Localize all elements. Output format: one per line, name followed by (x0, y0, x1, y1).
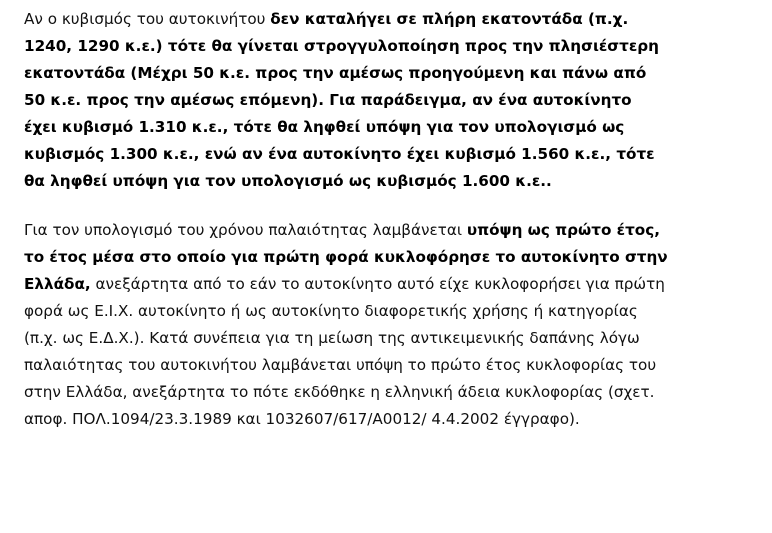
bold-text-run: Ελλάδα, (24, 275, 91, 293)
bold-text-run: 50 κ.ε. προς την αμέσως επόμενη). Για παράδειγμα, αν ένα αυτοκίνητο (24, 91, 632, 109)
text-line (24, 33, 760, 60)
text-line (24, 217, 760, 244)
text-line (24, 271, 760, 298)
bold-text-run: θα ληφθεί υπόψη για τον υπολογισμό ως κυβισμός 1.600 κ.ε.. (24, 172, 552, 190)
text-run: (π.χ. ως Ε.Δ.Χ.). Κατά συνέπεια για τη μείωση της αντικειμενικής δαπάνης λόγω (24, 329, 640, 347)
text-run: Αν ο κυβισμός του αυτοκινήτου (24, 10, 271, 28)
text-line (24, 352, 760, 379)
text-run: στην Ελλάδα, ανεξάρτητα το πότε εκδόθηκε η ελληνική άδεια κυκλοφορίας (σχετ. (24, 383, 655, 401)
document-body (24, 6, 760, 433)
bold-text-run: υπόψη ως πρώτο έτος, (466, 221, 661, 239)
bold-text-run: κυβισμός 1.300 κ.ε., ενώ αν ένα αυτοκίνητο έχει κυβισμό 1.560 κ.ε., τότε (24, 145, 655, 163)
bold-text-run: 1240, 1290 κ.ε.) τότε θα γίνεται στρογγυλοποίηση προς την πλησιέστερη (24, 37, 659, 55)
text-line (24, 379, 760, 406)
text-line (24, 60, 760, 87)
text-line (24, 244, 760, 271)
bold-text-run: εκατοντάδα (Μέχρι 50 κ.ε. προς την αμέσως προηγούμενη και πάνω από (24, 64, 647, 82)
text-line (24, 141, 760, 168)
paragraph-gap (24, 195, 760, 217)
text-line (24, 6, 760, 33)
text-line (24, 168, 760, 195)
bold-text-run: δεν καταλήγει σε πλήρη εκατοντάδα (π.χ. (270, 10, 629, 28)
text-line (24, 406, 760, 433)
text-run: φορά ως Ε.Ι.Χ. αυτοκίνητο ή ως αυτοκίνητο διαφορετικής χρήσης ή κατηγορίας (24, 302, 638, 320)
bold-text-run: έχει κυβισμό 1.310 κ.ε., τότε θα ληφθεί υπόψη για τον υπολογισμό ως (24, 118, 625, 136)
text-run: Για τον υπολογισμό του χρόνου παλαιότητας λαμβάνεται (24, 221, 467, 239)
paragraph-2 (24, 217, 760, 433)
text-run: αποφ. ΠΟΛ.1094/23.3.1989 και 1032607/617/Α0012/ 4.4.2002 έγγραφο). (24, 410, 580, 428)
text-line (24, 87, 760, 114)
paragraph-1 (24, 6, 760, 195)
text-line (24, 325, 760, 352)
text-run: παλαιότητας του αυτοκινήτου λαμβάνεται υπόψη το πρώτο έτος κυκλοφορίας του (24, 356, 657, 374)
bold-text-run: το έτος μέσα στο οποίο για πρώτη φορά κυκλοφόρησε το αυτοκίνητο στην (24, 248, 668, 266)
text-line (24, 114, 760, 141)
text-run: ανεξάρτητα από το εάν το αυτοκίνητο αυτό είχε κυκλοφορήσει για πρώτη (90, 275, 665, 293)
text-line (24, 298, 760, 325)
